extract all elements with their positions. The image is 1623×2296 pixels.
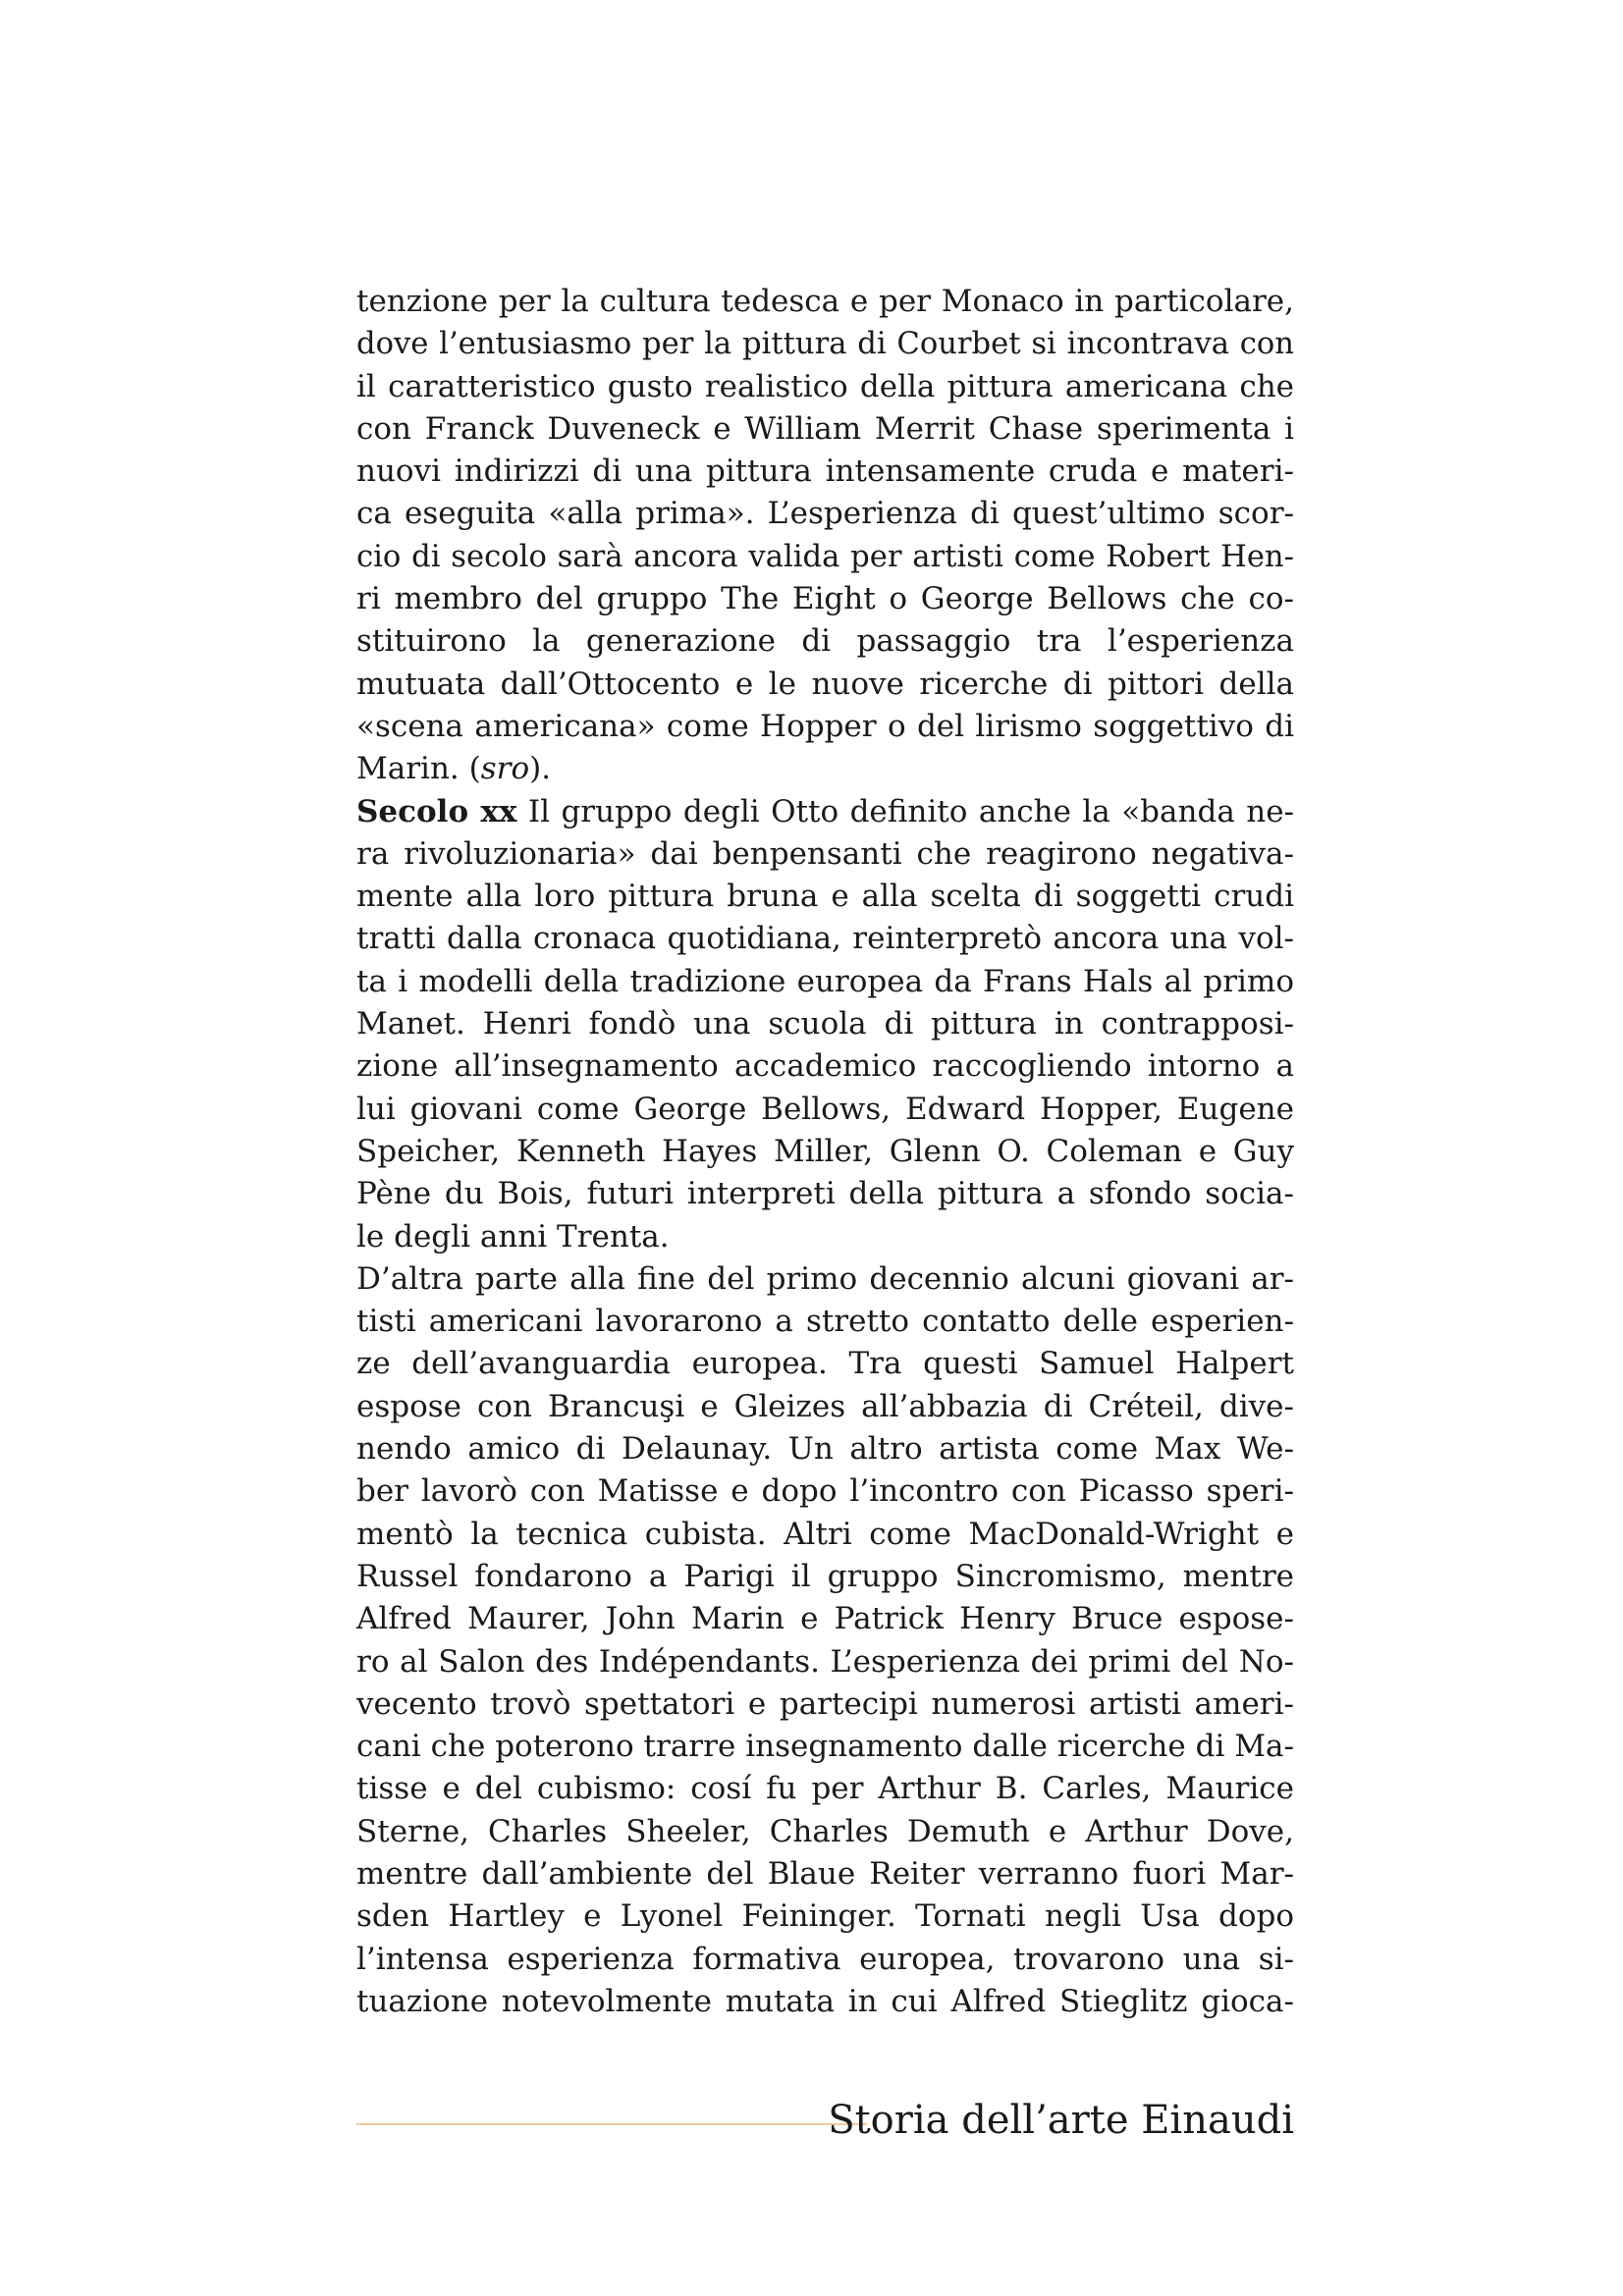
text-line-last: le degli anni Trenta.	[356, 1218, 670, 1255]
text-line: «scena americana» come Hopper o del lirismo soggettivo di	[356, 708, 1294, 744]
text-line: cani che poterono trarre insegnamento dalle ricerche di Ma-	[356, 1729, 1294, 1765]
text-line: tuazione notevolmente mutata in cui Alfred Stieglitz gioca-	[356, 1983, 1294, 2019]
section-first-line-text: Il gruppo degli Otto definito anche la «banda ne-	[516, 793, 1295, 829]
page-footer	[356, 2091, 1294, 2150]
text-line: lui giovani come George Bellows, Edward Hopper, Eugene	[356, 1091, 1294, 1127]
text-line: il caratteristico gusto realistico della pittura americana che	[356, 368, 1294, 404]
text-line: ca eseguita «alla prima». L’esperienza di quest’ultimo scor-	[356, 496, 1294, 532]
text-line: ze dell’avanguardia europea. Tra questi Samuel Halpert	[356, 1346, 1294, 1382]
text-line: ber lavorò con Matisse e dopo l’incontro con Picasso speri-	[356, 1473, 1294, 1510]
text-line: Manet. Henri fondò una scuola di pittura in contrapposi-	[356, 1006, 1294, 1042]
text-line: l’intensa esperienza formativa europea, trovarono una si-	[356, 1941, 1294, 1977]
text-line: Russel fondarono a Parigi il gruppo Sincromismo, mentre	[356, 1558, 1294, 1594]
section-first-line	[356, 791, 1294, 833]
text-line: ri membro del gruppo The Eight o George Bellows che co-	[356, 581, 1294, 617]
text-line: nendo amico di Delaunay. Un altro artista come Max We-	[356, 1431, 1294, 1468]
text-line: mente alla loro pittura bruna e alla scelta di soggetti crudi	[356, 879, 1294, 915]
line-prefix: Marin. (	[356, 751, 481, 787]
section-heading: Secolo xx	[356, 793, 517, 829]
text-line: con Franck Duveneck e William Merrit Chase sperimenta i	[356, 410, 1294, 447]
text-line: Alfred Maurer, John Marin e Patrick Henry Bruce espose-	[356, 1601, 1294, 1637]
footer-title: Storia dell’arte Einaudi	[828, 2098, 1294, 2143]
text-line: mentre dall’ambiente del Blaue Reiter verranno fuori Mar-	[356, 1855, 1294, 1892]
text-line: ra rivoluzionaria» dai benpensanti che reagirono negativa-	[356, 835, 1294, 872]
text-line: mutuata dall’Ottocento e le nuove ricerche di pittori della	[356, 666, 1294, 702]
text-line: D’altra parte alla fine del primo decennio alcuni giovani ar-	[356, 1260, 1294, 1297]
text-line: tisse e del cubismo: cosí fu per Arthur B. Carles, Maurice	[356, 1771, 1294, 1807]
text-line: dove l’entusiasmo per la pittura di Courbet si incontrava con	[356, 327, 1294, 362]
text-line: nuovi indirizzi di una pittura intensamente cruda e materi-	[356, 454, 1294, 490]
text-line: sden Hartley e Lyonel Feininger. Tornati negli Usa dopo	[356, 1898, 1294, 1935]
page-body	[356, 281, 1294, 2023]
footer-rule	[356, 2123, 867, 2125]
text-line: cio di secolo sarà ancora valida per artisti come Robert Hen-	[356, 539, 1294, 574]
paragraph-3	[356, 1258, 1294, 2023]
line-suffix: ).	[529, 751, 552, 787]
text-line: tratti dalla cronaca quotidiana, reinterpretò ancora una vol-	[356, 921, 1294, 957]
text-line: ta i modelli della tradizione europea da Frans Hals al primo	[356, 963, 1294, 999]
text-line: tisti americani lavorarono a stretto contatto delle esperien-	[356, 1304, 1294, 1340]
text-line: stituirono la generazione di passaggio tra l’esperienza	[356, 623, 1294, 660]
text-line: Speicher, Kenneth Hayes Miller, Glenn O. Coleman e Guy	[356, 1133, 1294, 1169]
text-line: mentò la tecnica cubista. Altri come MacDonald-Wright e	[356, 1516, 1294, 1552]
text-line: Pène du Bois, futuri interpreti della pittura a sfondo socia-	[356, 1176, 1294, 1212]
paragraph-2	[356, 791, 1294, 1258]
text-line: vecento trovò spettatori e partecipi numerosi artisti ameri-	[356, 1685, 1294, 1722]
text-line: tenzione per la cultura tedesca e per Monaco in particolare,	[356, 284, 1294, 319]
text-line: ro al Salon des Indépendants. L’esperienza dei primi del No-	[356, 1643, 1294, 1680]
paragraph-1	[356, 281, 1294, 791]
text-line: espose con Brancuşi e Gleizes all’abbazia di Créteil, dive-	[356, 1388, 1294, 1424]
text-line-last	[356, 748, 1294, 790]
text-line: zione all’insegnamento accademico raccogliendo intorno a	[356, 1048, 1294, 1085]
author-initials: sro	[480, 751, 530, 787]
text-line: Sterne, Charles Sheeler, Charles Demuth e Arthur Dove,	[356, 1813, 1294, 1849]
